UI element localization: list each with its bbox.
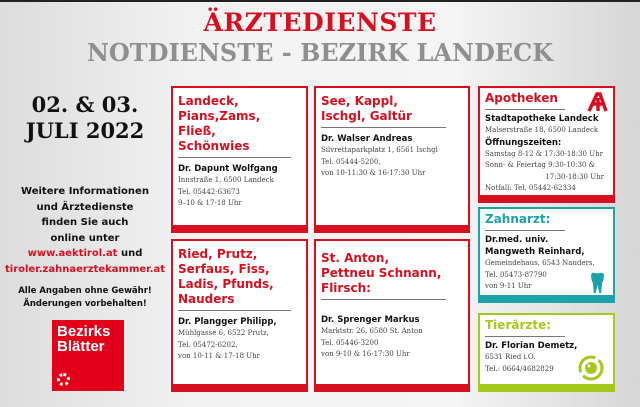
card-line: Malserstraße 18, 6500 Landeck — [485, 126, 599, 134]
card-line: 17:30-18:30 Uhr — [545, 172, 604, 181]
card-line: Silvrettaparkplatz 1, 6561 Ischgl — [321, 146, 438, 154]
card-line: Tel.: 0664/4682829 — [485, 364, 554, 373]
dentist-name: Dr.med. univ. — [485, 235, 549, 245]
dentist-name: Mangweth Reinhard, — [485, 247, 585, 257]
disclaimer-line: Änderungen vorbehalten! — [23, 299, 147, 309]
card-title: Tierärzte: — [485, 318, 565, 337]
card-st-anton — [314, 239, 470, 392]
card-title: St. Anton, Pettneu Schnann, Flirsch: — [321, 251, 446, 300]
disclaimer-line: Alle Angaben ohne Gewähr! — [18, 286, 152, 296]
card-zahnarzt — [478, 207, 615, 303]
vet-icon — [578, 355, 604, 381]
card-line: Tel. 05473-87790 — [485, 270, 547, 279]
sun-icon — [57, 373, 70, 386]
date-line-2: JULI 2022 — [25, 118, 145, 143]
vet-name: Dr. Florian Demetz, — [485, 341, 578, 351]
page-title: ÄRZTEDIENSTE — [203, 8, 437, 37]
card-line: von 9-10 & 16-17:30 Uhr — [321, 350, 410, 358]
page-subtitle: NOTDIENSTE - BEZIRK LANDECK — [86, 38, 554, 67]
card-landeck — [171, 86, 308, 233]
card-line: Tel. 05446-3200 — [321, 338, 379, 347]
card-line: von 9-11 Uhr — [485, 282, 532, 290]
top-border — [0, 0, 640, 2]
card-ischgl — [314, 86, 470, 233]
apotheke-a-icon — [587, 91, 609, 113]
date-line-1: 02. & 03. — [31, 92, 139, 117]
date — [0, 92, 170, 144]
info-line: online unter — [50, 232, 120, 244]
info-line: finden Sie auch — [41, 217, 129, 228]
info-line: Weitere Informationen — [21, 186, 149, 197]
pharmacy-name: Stadtapotheke Landeck — [485, 114, 599, 124]
info-line: und — [117, 248, 143, 259]
tooth-icon — [590, 272, 605, 294]
info-line: und Ärztedienste — [36, 201, 134, 213]
link-zahnaerztekammer[interactable]: tiroler.zahnaerztekammer.at — [4, 263, 166, 275]
doctor-name: Dr. Walser Andreas — [321, 134, 413, 144]
doctor-name: Dr. Dapunt Wolfgang — [178, 164, 278, 174]
info-text — [0, 184, 170, 277]
card-line: Tel. 05444-5200, — [321, 157, 381, 166]
doctor-name: Dr. Sprenger Markus — [321, 315, 420, 325]
card-line: Gemeindehaus, 6543 Nauders, — [485, 259, 595, 267]
bezirksblaetter-logo — [52, 320, 124, 391]
card-title: Apotheken — [485, 91, 565, 110]
disclaimer — [0, 285, 170, 311]
link-aektirol[interactable]: www.aektirol.at — [27, 248, 118, 259]
card-prutz — [171, 239, 308, 392]
card-apotheke — [478, 86, 615, 203]
card-tierarzt — [478, 313, 615, 392]
card-line: Sonn- & Feiertag 9:30-10:30 & — [485, 161, 595, 169]
hours-label: Öffnungszeiten: — [485, 137, 562, 148]
doctor-name: Dr. Plangger Philipp, — [178, 317, 277, 327]
card-line: Innstraße 1, 6500 Landeck — [178, 176, 274, 184]
logo-text: Bezirks Blätter — [57, 323, 111, 355]
card-line: Tel. 05442-63673 — [178, 187, 240, 196]
card-title: See, Kappl, Ischgl, Galtür — [321, 94, 446, 128]
card-title: Zahnarzt: — [485, 212, 565, 231]
card-line: von 10-11 & 17-18 Uhr — [178, 352, 260, 360]
card-title: Landeck, Pians,Zams, Fließ, Schönwies — [178, 94, 291, 158]
card-line: Marktstr. 26, 6580 St. Anton — [321, 327, 423, 335]
card-line: 6531 Ried i.O. — [485, 353, 536, 361]
card-line: Notfall: Tel. 05442-62334 — [485, 184, 576, 192]
card-line: Tel. 05472-6202, — [178, 340, 238, 349]
card-line: Mühlgasse 6, 6522 Prutz, — [178, 329, 269, 337]
card-line: Samstag 8-12 & 17:30-18:30 Uhr — [485, 149, 603, 158]
card-line: von 10-11:30 & 16-17:30 Uhr — [321, 169, 426, 177]
card-title: Ried, Prutz, Serfaus, Fiss, Ladis, Pfunds, Nauders — [178, 247, 291, 311]
card-line: 9–10 & 17-18 Uhr — [178, 199, 242, 207]
